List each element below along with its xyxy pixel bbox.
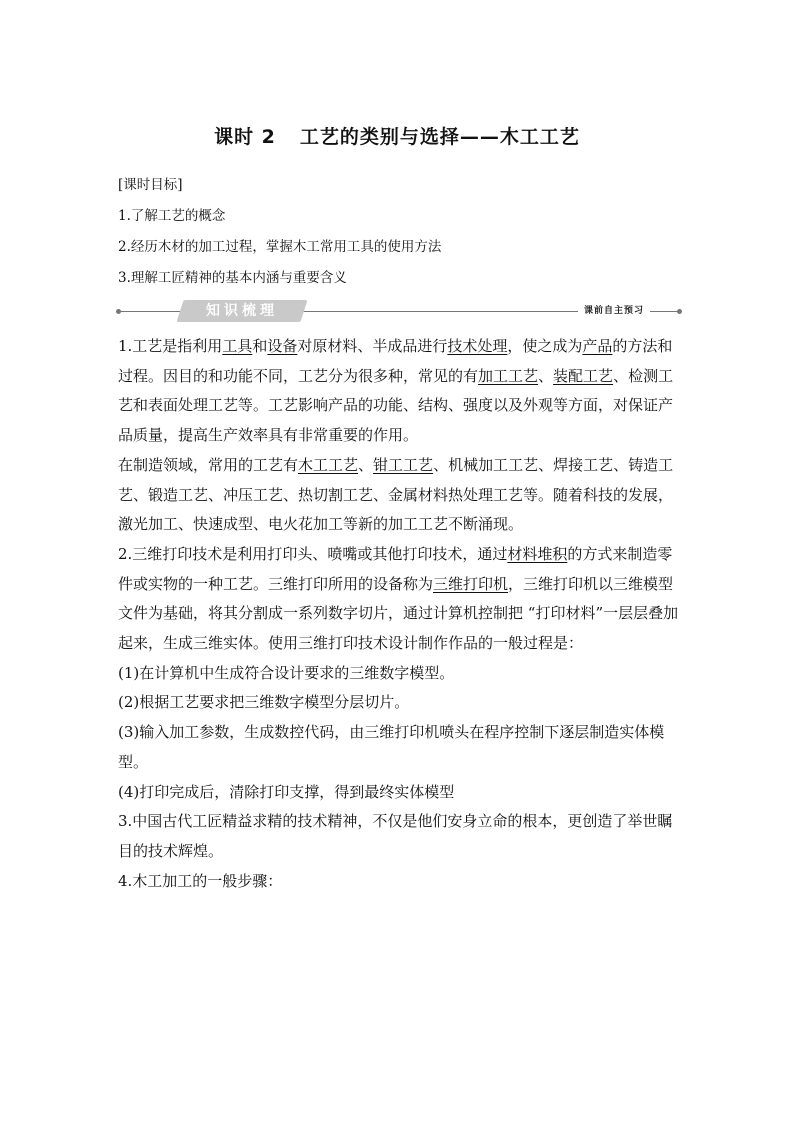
text-run: 、检测工艺和表面处理工艺等。工艺影响产品的功能、结构、强度以及外观等方面，对保证产品质量，提高生产效率具有非常重要的作用。 xyxy=(118,366,674,445)
text-run: 的方式来制造零件或实物的一种工艺。三维打印所用的设备称为 xyxy=(118,544,673,593)
key-term-equipment: 设备 xyxy=(267,337,298,355)
text-run: 、 xyxy=(358,455,374,474)
paragraph-3d-printing xyxy=(118,540,680,659)
lesson-goals xyxy=(118,174,688,298)
page-title xyxy=(0,122,794,149)
section-divider xyxy=(118,300,680,324)
step-2: (2)根据工艺要求把三维数字模型分层切片。 xyxy=(118,693,410,712)
section-label: 知识梳理 xyxy=(206,303,278,319)
key-term-tool: 工具 xyxy=(222,337,253,355)
key-term-benchwork: 钳工工艺 xyxy=(373,455,434,474)
text-run: 2.三维打印技术是利用打印头、喷嘴或其他打印技术，通过 xyxy=(118,544,508,563)
paragraph-craft-definition xyxy=(118,332,680,451)
lesson-number: 课时 2 xyxy=(214,126,276,148)
text-run: 、机械加工工艺、焊接工艺、铸造工艺、锻造工艺、冲压工艺、热切割工艺、金属材料热处理工艺等。随着科技的发展，激光加工、快速成型、电火花加工等新的加工工艺不断涌现。 xyxy=(118,455,674,534)
step-1: (1)在计算机中生成符合设计要求的三维数字模型。 xyxy=(118,663,455,682)
text-run: 对原材料、半成品进行 xyxy=(297,337,448,355)
section-right-label: 课前自主预习 xyxy=(578,303,650,316)
key-term-woodworking: 木工工艺 xyxy=(298,455,359,474)
text-run: ，三维打印机以三维模型文件为基础，将其分割成一系列数字切片，通过计算机控制把 “打印材料”一层层叠加起来，生成三维实体。使用三维打印技术设计制作作品的一般过程是： xyxy=(118,574,679,653)
text-run: 和 xyxy=(252,337,268,355)
goal-item-1: 1.了解工艺的概念 xyxy=(118,208,226,224)
goal-item-2: 2.经历木材的加工过程，掌握木工常用工具的使用方法 xyxy=(118,239,442,255)
paragraph-manufacturing-crafts xyxy=(118,451,680,540)
lesson-title: 工艺的类别与选择——木工工艺 xyxy=(299,126,580,148)
text-run: 1.工艺是指利用 xyxy=(118,337,223,355)
paragraph-craftsman-spirit: 3.中国古代工匠精益求精的技术精神，不仅是他们安身立命的根本，更创造了举世瞩目的技术辉煌。 xyxy=(118,812,673,860)
key-term-technical-processing: 技术处理 xyxy=(447,337,508,355)
text-run: 的方法和过程。因目的和功能不同，工艺分为很多种，常见的有 xyxy=(118,337,673,385)
body-content xyxy=(118,332,680,896)
divider-dot-left xyxy=(116,309,121,314)
text-run: 、 xyxy=(538,366,554,385)
key-term-3d-printer: 三维打印机 xyxy=(433,574,509,593)
divider-dot-right xyxy=(677,309,682,314)
key-term-processing-craft: 加工工艺 xyxy=(478,366,539,385)
step-3: (3)输入加工参数，生成数控代码，由三维打印机喷头在程序控制下逐层制造实体模型。 xyxy=(118,723,665,771)
key-term-product: 产品 xyxy=(582,337,613,355)
key-term-material-stacking: 材料堆积 xyxy=(507,544,568,563)
goal-item-3: 3.理解工匠精神的基本内涵与重要含义 xyxy=(118,270,347,286)
text-run: 在制造领域，常用的工艺有 xyxy=(118,455,299,474)
key-term-assembly-craft: 装配工艺 xyxy=(553,366,614,385)
paragraph-woodworking-steps: 4.木工加工的一般步骤： xyxy=(118,871,283,890)
text-run: ，使之成为 xyxy=(507,337,583,355)
step-4: (4)打印完成后，清除打印支撑，得到最终实体模型 xyxy=(118,782,455,801)
goals-header: [课时目标] xyxy=(118,177,183,193)
